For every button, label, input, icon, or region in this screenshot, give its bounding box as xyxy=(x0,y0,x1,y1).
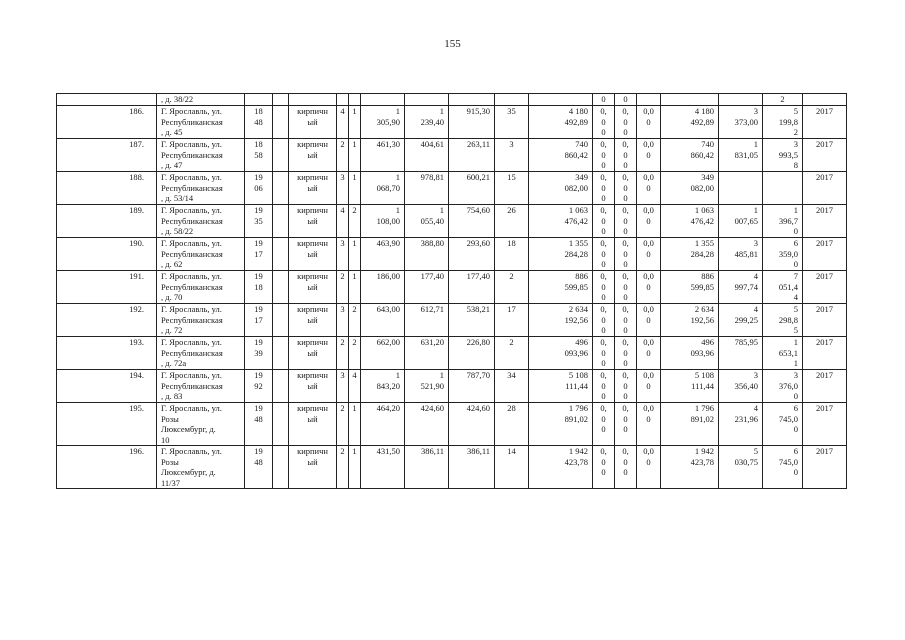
cell-area-total: 1 305,90 xyxy=(361,106,405,139)
cell-limit-per-sqm: 5 199,8 2 xyxy=(763,106,803,139)
table-row xyxy=(57,205,847,238)
cell-number: 188. xyxy=(57,172,157,205)
cell-area-residential: 388,80 xyxy=(405,238,449,271)
cell-owner-funds: 1 355 284,28 xyxy=(661,238,719,271)
cell-area-private: 177,40 xyxy=(449,271,495,304)
cell-area-residential: 978,81 xyxy=(405,172,449,205)
cell-cost-per-sqm: 4 299,25 xyxy=(719,304,763,337)
cell-fund-c: 0,0 0 xyxy=(637,139,661,172)
cell-area-residential: 386,11 xyxy=(405,446,449,489)
cell-material: кирпичн ый xyxy=(289,238,337,271)
cell-entrances: 1 xyxy=(349,446,361,489)
cell-fund-b: 0, 0 0 xyxy=(615,271,637,304)
cell-floors: 2 xyxy=(337,271,349,304)
cell-year-built: 19 39 xyxy=(245,337,273,370)
cell-owner-funds: 1 063 476,42 xyxy=(661,205,719,238)
cell-address: Г. Ярославль, ул. Республиканская , д. 83 xyxy=(157,370,245,403)
cell-cost-per-sqm: 3 373,00 xyxy=(719,106,763,139)
cell-cost-per-sqm: 5 030,75 xyxy=(719,446,763,489)
cell-owner-funds: 5 108 111,44 xyxy=(661,370,719,403)
cell-area-residential: 1 055,40 xyxy=(405,205,449,238)
cell-address: Г. Ярославль, ул. Республиканская , д. 45 xyxy=(157,106,245,139)
cell-entrances: 4 xyxy=(349,370,361,403)
cell-floors: 2 xyxy=(337,337,349,370)
cell-cost: 886 599,85 xyxy=(529,271,593,304)
cell-address: Г. Ярославль, ул. Республиканская , д. 47 xyxy=(157,139,245,172)
cell-number: 190. xyxy=(57,238,157,271)
cell-residents: 35 xyxy=(495,106,529,139)
cell-address: Г. Ярославль, ул. Республиканская , д. 72а xyxy=(157,337,245,370)
cell-year-built: 19 17 xyxy=(245,238,273,271)
cell-entrances: 2 xyxy=(349,304,361,337)
cell-entrances: 1 xyxy=(349,403,361,446)
cell-empty xyxy=(273,106,289,139)
cell-address: Г. Ярославль, ул. Республиканская , д. 62 xyxy=(157,238,245,271)
cell-area-total: 1 843,20 xyxy=(361,370,405,403)
cell-cost: 740 860,42 xyxy=(529,139,593,172)
cell-residents: 3 xyxy=(495,139,529,172)
cell-fund-a: 0, 0 0 xyxy=(593,238,615,271)
cell-area-total: 1 108,00 xyxy=(361,205,405,238)
cell-floors: 3 xyxy=(337,370,349,403)
cell-fund-a: 0, 0 0 xyxy=(593,403,615,446)
cell-material: кирпичн ый xyxy=(289,403,337,446)
cell-entrances: 1 xyxy=(349,238,361,271)
cell-area-private: 226,80 xyxy=(449,337,495,370)
cell-number: 196. xyxy=(57,446,157,489)
cell-empty xyxy=(273,205,289,238)
cell-empty xyxy=(273,370,289,403)
cell-c13: 0 xyxy=(593,94,615,106)
cell-year-built: 19 17 xyxy=(245,304,273,337)
cell-fund-c: 0,0 0 xyxy=(637,271,661,304)
cell-number: 187. xyxy=(57,139,157,172)
cell-fund-c: 0,0 0 xyxy=(637,238,661,271)
cell-limit-per-sqm: 6 745,0 0 xyxy=(763,403,803,446)
cell-fund-a: 0, 0 0 xyxy=(593,304,615,337)
cell-empty xyxy=(273,238,289,271)
cell-number: 186. xyxy=(57,106,157,139)
cell-residents: 34 xyxy=(495,370,529,403)
cell-residents: 18 xyxy=(495,238,529,271)
cell-owner-funds: 4 180 492,89 xyxy=(661,106,719,139)
cell-floors: 4 xyxy=(337,106,349,139)
cell-owner-funds: 1 942 423,78 xyxy=(661,446,719,489)
cell-entrances: 1 xyxy=(349,139,361,172)
cell-cost: 2 634 192,56 xyxy=(529,304,593,337)
cell-fund-b: 0, 0 0 xyxy=(615,172,637,205)
cell-area-private: 787,70 xyxy=(449,370,495,403)
cell-material: кирпичн ый xyxy=(289,205,337,238)
cell-number: 193. xyxy=(57,337,157,370)
cell-c19: 2 xyxy=(763,94,803,106)
cell-empty xyxy=(273,337,289,370)
cell-cost: 1 796 891,02 xyxy=(529,403,593,446)
cell-residents: 2 xyxy=(495,337,529,370)
cell-fund-b: 0, 0 0 xyxy=(615,446,637,489)
cell-floors: 2 xyxy=(337,139,349,172)
cell-residents: 28 xyxy=(495,403,529,446)
cell-plan-year: 2017 xyxy=(803,337,847,370)
cell-number: 194. xyxy=(57,370,157,403)
cell-material: кирпичн ый xyxy=(289,304,337,337)
cell-limit-per-sqm: 1 396,7 0 xyxy=(763,205,803,238)
table-row xyxy=(57,106,847,139)
cell-limit-per-sqm xyxy=(763,172,803,205)
cell-fund-a: 0, 0 0 xyxy=(593,446,615,489)
cell-cost: 4 180 492,89 xyxy=(529,106,593,139)
table-row xyxy=(57,238,847,271)
cell-residents: 15 xyxy=(495,172,529,205)
table-row xyxy=(57,172,847,205)
cell-address: Г. Ярославль, ул. Республиканская , д. 72 xyxy=(157,304,245,337)
cell-area-total: 1 068,70 xyxy=(361,172,405,205)
cell-residents: 17 xyxy=(495,304,529,337)
cell-cost-per-sqm: 4 997,74 xyxy=(719,271,763,304)
cell-area-private: 754,60 xyxy=(449,205,495,238)
cell-c14: 0 xyxy=(615,94,637,106)
cell-material: кирпичн ый xyxy=(289,106,337,139)
cell-cost: 1 063 476,42 xyxy=(529,205,593,238)
cell-number xyxy=(57,94,157,106)
cell-owner-funds: 496 093,96 xyxy=(661,337,719,370)
cell-area-total: 461,30 xyxy=(361,139,405,172)
cell-cost-per-sqm: 785,95 xyxy=(719,337,763,370)
cell-limit-per-sqm: 6 745,0 0 xyxy=(763,446,803,489)
cell-area-private: 293,60 xyxy=(449,238,495,271)
cell-fund-a: 0, 0 0 xyxy=(593,370,615,403)
cell-area-total: 662,00 xyxy=(361,337,405,370)
cell-area-residential: 177,40 xyxy=(405,271,449,304)
cell-number: 189. xyxy=(57,205,157,238)
cell-fund-c: 0,0 0 xyxy=(637,106,661,139)
cell-fund-b: 0, 0 0 xyxy=(615,205,637,238)
cell-owner-funds: 740 860,42 xyxy=(661,139,719,172)
cell-owner-funds: 1 796 891,02 xyxy=(661,403,719,446)
cell-material: кирпичн ый xyxy=(289,337,337,370)
cell-area-private: 915,30 xyxy=(449,106,495,139)
cell-address: Г. Ярославль, ул. Республиканская , д. 53/14 xyxy=(157,172,245,205)
cell-area-total: 186,00 xyxy=(361,271,405,304)
cell-fund-a: 0, 0 0 xyxy=(593,205,615,238)
cell-floors: 2 xyxy=(337,403,349,446)
cell-cost: 349 082,00 xyxy=(529,172,593,205)
cell-fund-c: 0,0 0 xyxy=(637,172,661,205)
cell-number: 195. xyxy=(57,403,157,446)
cell-empty xyxy=(273,271,289,304)
cell-entrances: 2 xyxy=(349,337,361,370)
cell-cost-per-sqm: 3 356,40 xyxy=(719,370,763,403)
cell-fund-c: 0,0 0 xyxy=(637,205,661,238)
cell-fund-b: 0, 0 0 xyxy=(615,139,637,172)
cell-address: Г. Ярославль, ул. Розы Люксембург, д. 11/37 xyxy=(157,446,245,489)
cell-plan-year: 2017 xyxy=(803,271,847,304)
cell-limit-per-sqm: 3 376,0 0 xyxy=(763,370,803,403)
cell-area-total: 464,20 xyxy=(361,403,405,446)
cell-owner-funds: 2 634 192,56 xyxy=(661,304,719,337)
housing-register-table xyxy=(56,93,847,489)
cell-owner-funds: 349 082,00 xyxy=(661,172,719,205)
page-number: 155 xyxy=(444,38,461,50)
cell-fund-c: 0,0 0 xyxy=(637,370,661,403)
cell-empty xyxy=(273,172,289,205)
cell-year-built: 18 58 xyxy=(245,139,273,172)
cell-limit-per-sqm: 5 298,8 5 xyxy=(763,304,803,337)
cell-cost-per-sqm: 1 007,65 xyxy=(719,205,763,238)
cell-number: 191. xyxy=(57,271,157,304)
cell-plan-year: 2017 xyxy=(803,304,847,337)
cell-fund-a: 0, 0 0 xyxy=(593,139,615,172)
cell-year-built: 19 18 xyxy=(245,271,273,304)
cell-floors: 3 xyxy=(337,172,349,205)
table-row xyxy=(57,446,847,489)
cell-cost-per-sqm: 1 831,05 xyxy=(719,139,763,172)
cell-entrances: 1 xyxy=(349,172,361,205)
cell-fund-c: 0,0 0 xyxy=(637,403,661,446)
cell-entrances: 1 xyxy=(349,106,361,139)
cell-cost: 1 942 423,78 xyxy=(529,446,593,489)
cell-address: Г. Ярославль, ул. Республиканская , д. 58/22 xyxy=(157,205,245,238)
cell-year-built: 19 06 xyxy=(245,172,273,205)
cell-material: кирпичн ый xyxy=(289,172,337,205)
table-row xyxy=(57,271,847,304)
cell-address: , д. 38/22 xyxy=(157,94,245,106)
cell-fund-b: 0, 0 0 xyxy=(615,403,637,446)
cell-fund-b: 0, 0 0 xyxy=(615,106,637,139)
cell-cost: 5 108 111,44 xyxy=(529,370,593,403)
cell-cost-per-sqm: 3 485,81 xyxy=(719,238,763,271)
cell-entrances: 2 xyxy=(349,205,361,238)
table-row xyxy=(57,337,847,370)
cell-material: кирпичн ый xyxy=(289,370,337,403)
cell-empty xyxy=(273,403,289,446)
cell-cost: 496 093,96 xyxy=(529,337,593,370)
cell-fund-c: 0,0 0 xyxy=(637,446,661,489)
cell-number: 192. xyxy=(57,304,157,337)
table-row xyxy=(57,403,847,446)
cell-area-private: 600,21 xyxy=(449,172,495,205)
cell-residents: 14 xyxy=(495,446,529,489)
table-row-continued xyxy=(57,94,847,106)
cell-floors: 2 xyxy=(337,446,349,489)
cell-plan-year: 2017 xyxy=(803,238,847,271)
cell-owner-funds: 886 599,85 xyxy=(661,271,719,304)
cell-area-residential: 1 239,40 xyxy=(405,106,449,139)
cell-plan-year: 2017 xyxy=(803,370,847,403)
cell-area-total: 431,50 xyxy=(361,446,405,489)
cell-residents: 2 xyxy=(495,271,529,304)
cell-year-built: 19 92 xyxy=(245,370,273,403)
table-row xyxy=(57,304,847,337)
cell-area-private: 424,60 xyxy=(449,403,495,446)
cell-fund-b: 0, 0 0 xyxy=(615,238,637,271)
cell-area-private: 538,21 xyxy=(449,304,495,337)
cell-year-built: 19 48 xyxy=(245,446,273,489)
cell-plan-year: 2017 xyxy=(803,446,847,489)
cell-plan-year: 2017 xyxy=(803,205,847,238)
cell-area-total: 463,90 xyxy=(361,238,405,271)
cell-fund-c: 0,0 0 xyxy=(637,304,661,337)
cell-address: Г. Ярославль, ул. Розы Люксембург, д. 10 xyxy=(157,403,245,446)
cell-fund-b: 0, 0 0 xyxy=(615,304,637,337)
cell-fund-a: 0, 0 0 xyxy=(593,271,615,304)
cell-fund-a: 0, 0 0 xyxy=(593,337,615,370)
cell-area-total: 643,00 xyxy=(361,304,405,337)
cell-limit-per-sqm: 1 653,1 1 xyxy=(763,337,803,370)
cell-material: кирпичн ый xyxy=(289,139,337,172)
cell-fund-a: 0, 0 0 xyxy=(593,172,615,205)
cell-address: Г. Ярославль, ул. Республиканская , д. 70 xyxy=(157,271,245,304)
cell-empty xyxy=(273,139,289,172)
cell-area-residential: 631,20 xyxy=(405,337,449,370)
cell-area-private: 386,11 xyxy=(449,446,495,489)
cell-floors: 3 xyxy=(337,304,349,337)
cell-year-built: 19 48 xyxy=(245,403,273,446)
cell-limit-per-sqm: 3 993,5 8 xyxy=(763,139,803,172)
cell-limit-per-sqm: 6 359,0 0 xyxy=(763,238,803,271)
cell-material: кирпичн ый xyxy=(289,446,337,489)
table-row xyxy=(57,139,847,172)
cell-fund-c: 0,0 0 xyxy=(637,337,661,370)
cell-year-built: 18 48 xyxy=(245,106,273,139)
cell-empty xyxy=(273,446,289,489)
cell-floors: 4 xyxy=(337,205,349,238)
cell-plan-year: 2017 xyxy=(803,172,847,205)
cell-cost: 1 355 284,28 xyxy=(529,238,593,271)
cell-residents: 26 xyxy=(495,205,529,238)
cell-cost-per-sqm: 4 231,96 xyxy=(719,403,763,446)
cell-limit-per-sqm: 7 051,4 4 xyxy=(763,271,803,304)
cell-fund-b: 0, 0 0 xyxy=(615,370,637,403)
cell-plan-year: 2017 xyxy=(803,139,847,172)
cell-empty xyxy=(273,304,289,337)
cell-area-residential: 404,61 xyxy=(405,139,449,172)
cell-area-private: 263,11 xyxy=(449,139,495,172)
cell-area-residential: 424,60 xyxy=(405,403,449,446)
cell-floors: 3 xyxy=(337,238,349,271)
cell-material: кирпичн ый xyxy=(289,271,337,304)
cell-plan-year: 2017 xyxy=(803,403,847,446)
cell-entrances: 1 xyxy=(349,271,361,304)
cell-area-residential: 1 521,90 xyxy=(405,370,449,403)
cell-plan-year: 2017 xyxy=(803,106,847,139)
cell-year-built: 19 35 xyxy=(245,205,273,238)
table-row xyxy=(57,370,847,403)
cell-fund-a: 0, 0 0 xyxy=(593,106,615,139)
cell-area-residential: 612,71 xyxy=(405,304,449,337)
cell-cost-per-sqm xyxy=(719,172,763,205)
cell-fund-b: 0, 0 0 xyxy=(615,337,637,370)
